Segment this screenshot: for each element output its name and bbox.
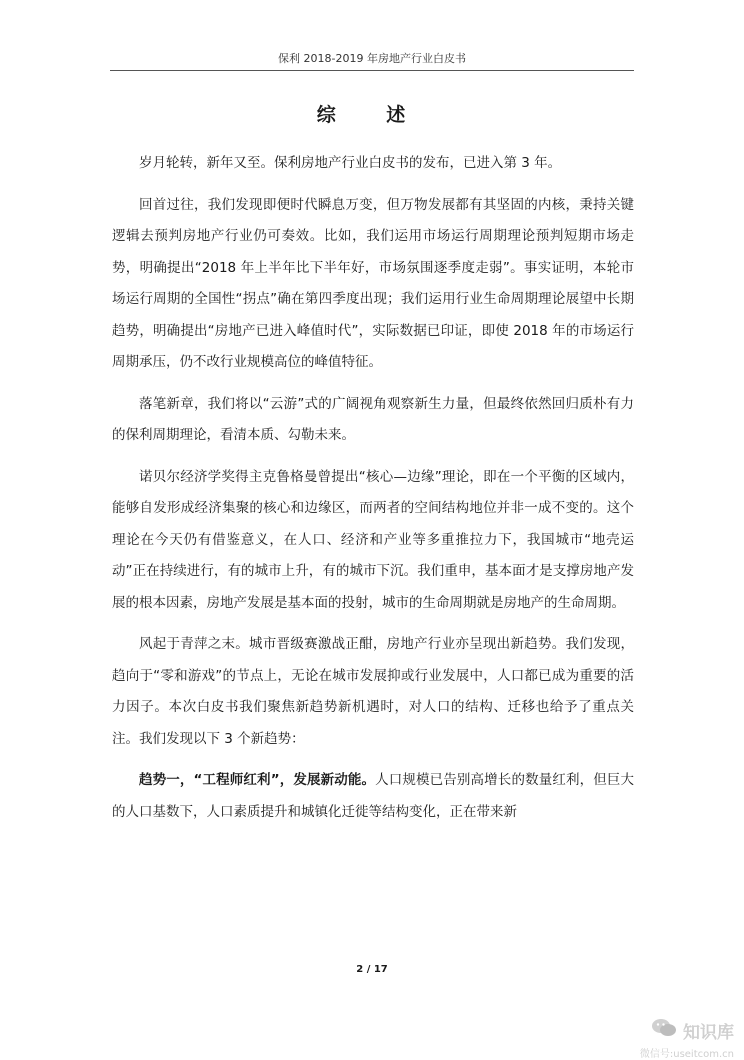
- watermark-subtitle: 微信号:useitcom.cn: [639, 1049, 734, 1060]
- watermark-logo: [640, 1018, 734, 1043]
- trend-one-text: 人口规模已告别高增长的数量红利，但巨大的人口基数下，人口素质提升和城镇化迁徙等结构变化，正在带来新: [112, 772, 634, 820]
- watermark: [640, 1018, 734, 1060]
- watermark-brand: 知识库: [683, 1023, 734, 1043]
- paragraph: 岁月轮转，新年又至。保利房地产行业白皮书的发布，已进入第 3 年。: [139, 155, 562, 171]
- page-title: 综 述: [316, 104, 428, 126]
- paragraph: 回首过往，我们发现即便时代瞬息万变，但万物发展都有其坚固的内核，秉持关键逻辑去预判房地产行业仍可奏效。比如，我们运用市场运行周期理论预判短期市场走势，明确提出“2018 年上半年比下半年好，市场氛围逐季度走弱”。事实证明，本轮市场运行周期的全国性“拐点”确在第四季度出现；我们运用行业生命周期理论展望中长期趋势，明确提出“房地产已进入峰值时代”，实际数据已印证，即使 2018 年的市场运行周期承压，仍不改行业规模高位的峰值特征。: [112, 196, 634, 370]
- paragraph-trend-one: [112, 765, 634, 828]
- page-number: 2 / 17: [356, 964, 388, 975]
- paragraph: 落笔新章，我们将以“云游”式的广阔视角观察新生力量，但最终依然回归质朴有力的保利周期理论，看清本质、勾勒未来。: [112, 395, 634, 443]
- paragraph: 风起于青萍之末。城市晋级赛激战正酣，房地产行业亦呈现出新趋势。我们发现，趋向于“零和游戏”的节点上，无论在城市发展抑或行业发展中，人口都已成为重要的活力因子。本次白皮书我们聚焦新趋势新机遇时，对人口的结构、迁移也给予了重点关注。我们发现以下 3 个新趋势：: [112, 636, 634, 747]
- page-header: 保利 2018-2019 年房地产行业白皮书: [110, 50, 634, 71]
- wechat-icon: [651, 1018, 677, 1043]
- document-body: [112, 148, 634, 838]
- paragraph: 诺贝尔经济学奖得主克鲁格曼曾提出“核心—边缘”理论，即在一个平衡的区域内，能够自发形成经济集聚的核心和边缘区，而两者的空间结构地位并非一成不变的。这个理论在今天仍有借鉴意义，在人口、经济和产业等多重推拉力下，我国城市“地壳运动”正在持续进行，有的城市上升，有的城市下沉。我们重申，基本面才是支撑房地产发展的根本因素，房地产发展是基本面的投射，城市的生命周期就是房地产的生命周期。: [112, 468, 634, 611]
- trend-one-heading: 趋势一，“工程师红利”，发展新动能。: [139, 772, 376, 788]
